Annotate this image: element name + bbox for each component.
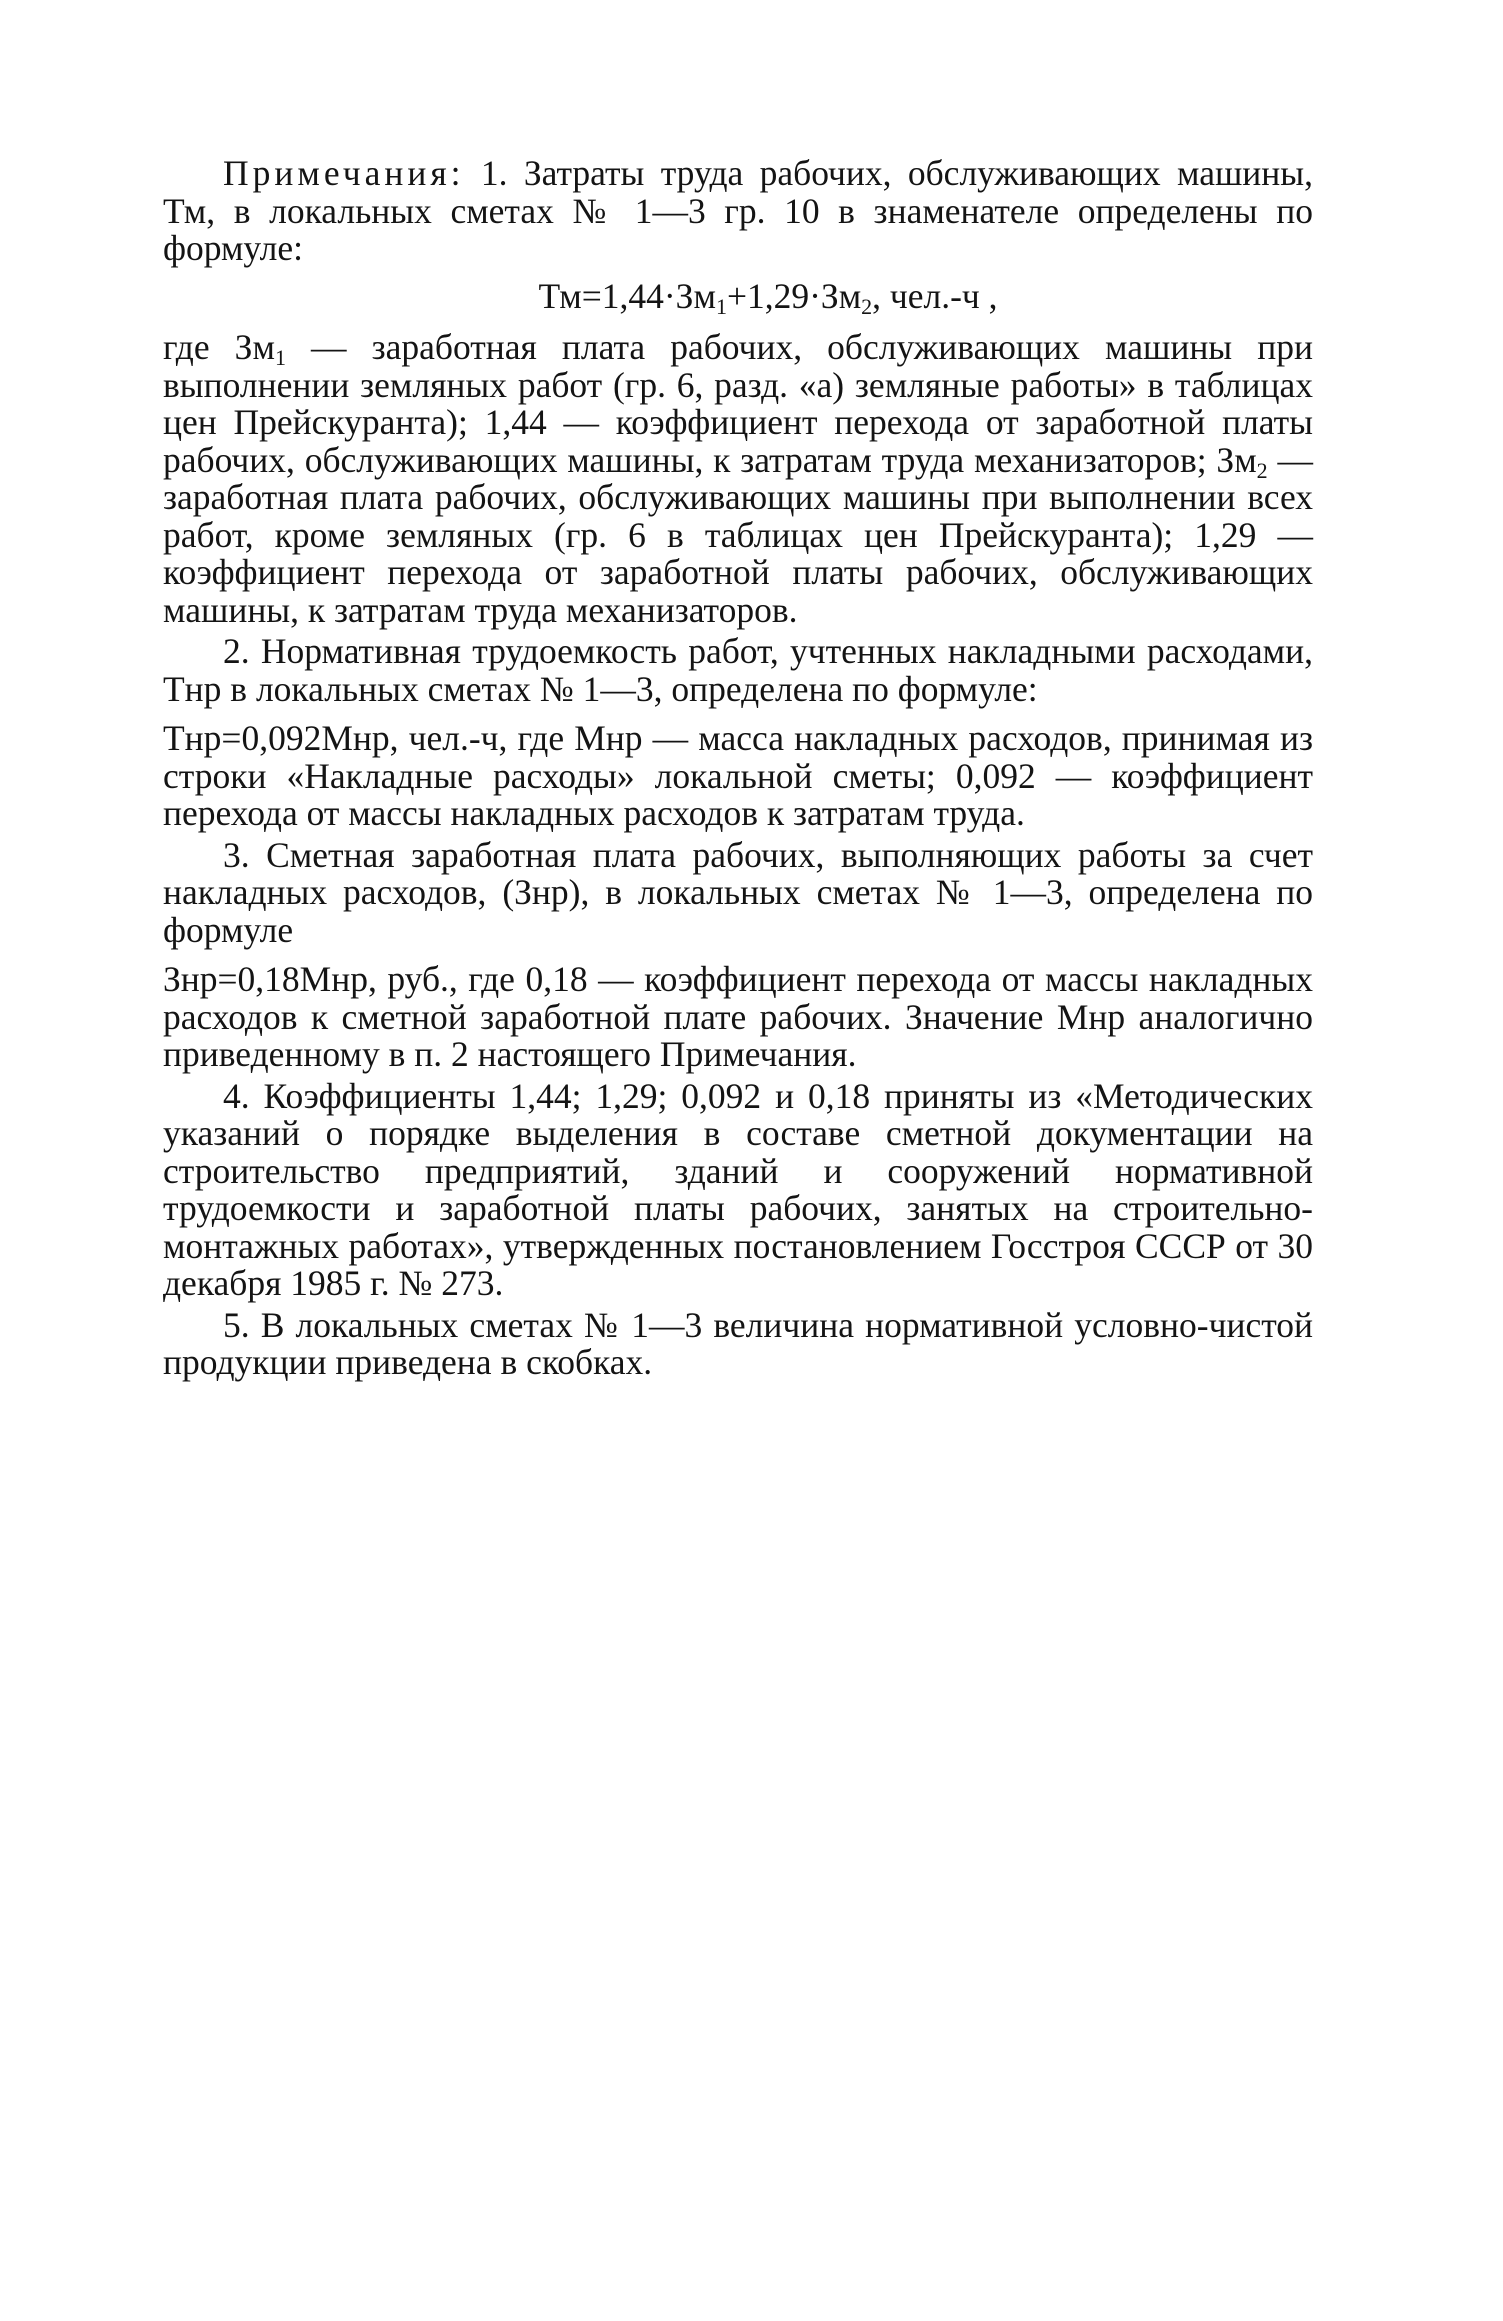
note-1-explanation [163,329,1313,629]
note-2-explanation: Тнр=0,092Мнр, чел.-ч, где Мнр — масса накладных расходов, принимая из строки «Накладные расходы» локальной сметы; 0,092 — коэффициент перехода от массы накладных расходов к затратам труда. [163,718,1313,833]
note-3: 3. Сметная заработная плата рабочих, выполняющих работы за счет накладных расходов, (Знр), в локальных сметах № 1—3, определена по формуле [163,834,1313,950]
notes-heading: Примечания: [223,153,465,193]
formula-1 [223,275,1313,319]
note-1-expl-sub2: 2 [1256,457,1268,483]
note-5: 5. В локальных сметах № 1—3 величина нормативной условно-чистой продукции приведена в скобках. [163,1304,1313,1382]
note-1-expl-part1: где Зм [163,327,275,367]
formula-1-lhs: Тм=1,44·Зм [538,275,716,316]
formula-1-sub1: 1 [715,293,727,319]
formula-1-sub2: 2 [861,293,873,319]
note-1 [163,155,1313,268]
note-1-expl-part3: — заработная плата рабочих, обслуживающих машины при выполнении всех работ, кроме земляных (гр. 6 в таблицах цен Прейскуранта); 1,29 — коэффициент перехода от заработной платы рабочих, обслуживающих машины, к затратам труда механизаторов. [163,439,1314,630]
note-3-explanation: Знр=0,18Мнр, руб., где 0,18 — коэффициент перехода от массы накладных расходов к сметной заработной плате рабочих. Значение Мнр аналогично приведенному в п. 2 настоящего Примечания. [163,959,1313,1074]
note-4: 4. Коэффициенты 1,44; 1,29; 0,092 и 0,18 приняты из «Методических указаний о порядке выделения в составе сметной документации на строительство предприятий, зданий и сооружений нормативной трудоемкости и заработной платы рабочих, занятых на строительно-монтажных работах», утвержденных постановлением Госстроя СССР от 30 декабря 1985 г. № 273. [163,1075,1313,1303]
note-1-expl-sub1: 1 [274,345,286,370]
note-1-expl-part2: — заработная плата рабочих, обслуживающих машины при выполнении земляных работ (гр. 6, разд. «а) земляные работы» в таблицах цен Прейскуранта); 1,44 — коэффициент перехода от заработной платы рабочих, обслуживающих машины, к затратам труда механизаторов; Зм [163,327,1313,480]
formula-1-rhs: , чел.-ч , [872,275,998,316]
formula-1-mid: +1,29·Зм [726,275,862,316]
note-2: 2. Нормативная трудоемкость работ, учтенных накладными расходами, Тнр в локальных сметах № 1—3, определена по формуле: [163,631,1313,709]
note-1-text: 1. Затраты труда рабочих, обслуживающих машины, Тм, в локальных сметах № 1—3 гр. 10 в знаменателе определены по формуле: [163,153,1314,268]
